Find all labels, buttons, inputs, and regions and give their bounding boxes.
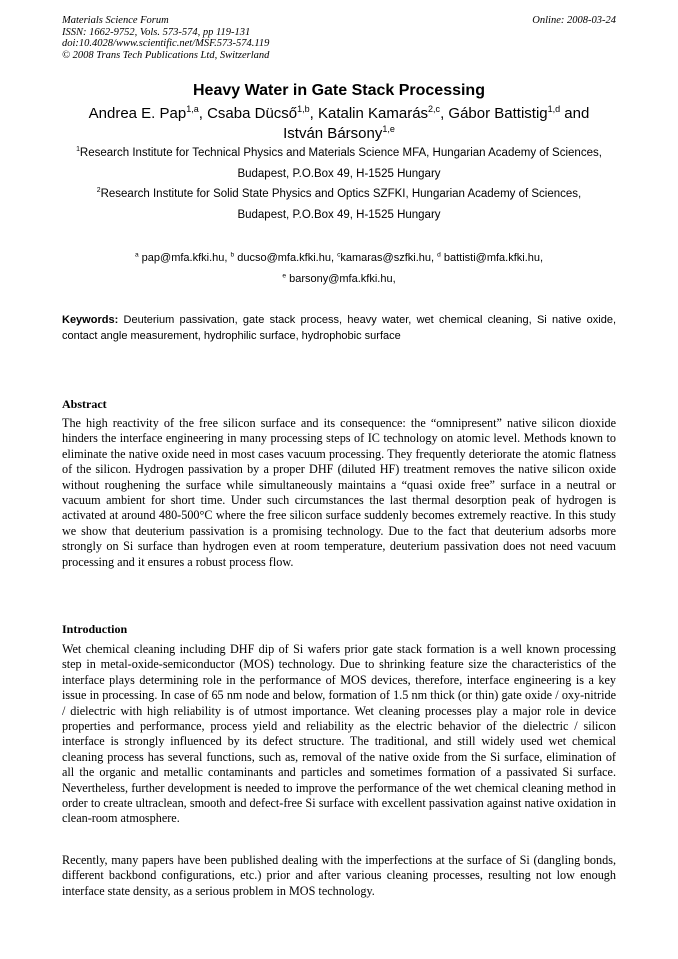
journal-name: Materials Science Forum <box>62 15 169 26</box>
author <box>89 105 199 122</box>
keywords-label: Keywords: <box>62 314 119 326</box>
author-name: Gábor Battistig <box>448 105 548 122</box>
author-name: Csaba Dücső <box>207 105 298 122</box>
journal-header <box>62 15 616 61</box>
author-name: Katalin Kamarás <box>317 105 429 122</box>
email-mark: a <box>134 251 139 259</box>
author-name: Andrea E. Pap <box>88 105 187 122</box>
email-link[interactable]: ducso@mfa.kfki.hu, <box>237 252 334 264</box>
journal-issn: ISSN: 1662-9752, Vols. 573-574, pp 119-131 <box>62 26 251 38</box>
author-separator: , <box>309 105 318 122</box>
email-list <box>62 248 616 290</box>
online-date: Online: 2008-03-24 <box>532 15 616 26</box>
abstract-text: The high reactivity of the free silicon surface and its consequence: the “omnipresent” native silicon dioxide hinders the interface engineering in many processing steps of IC technology on atomic level. Methods known to eliminate the native oxide need in most cases vacuum processing. They frequently deteriorate the atomic flatness of the silicon. Hydrogen passivation by a proper DHF (diluted HF) treatment removes the native silicon oxide without roughening the surface while simultaneously maintains a “quasi oxide free” surface in a neutral or vacuum ambient for short time. Under such circumstances the last thermal desorption peak of hydrogen is activated at around 480-500°C where the free silicon surface suddenly becomes extremely reactive. In this study we show that deuterium passivation is a promising technology. Due to the fact that deuterium adsorbs more strongly on Si surface than hydrogen even at room temperature, deuterium passivation does not need vacuum processing and it ensures a robust process flow. <box>62 416 616 569</box>
introduction-paragraph: Recently, many papers have been published dealing with the imperfections at the surface of Si (dangling bonds, different backbond configurations, etc.) prior and after various cleaning processes, resulting not low enough interface state density, as a serious problem in MOS technology. <box>62 853 616 898</box>
introduction-paragraph: Wet chemical cleaning including DHF dip of Si wafers prior gate stack formation is a well known processing step in metal-oxide-semiconductor (MOS) technology. Due to shrinking feature size the characteristics of the interface plays determining role in the performance of MOS devices, therefore, interface engineering is a key issue in processing. In case of 65 nm node and below, formation of 1.5 nm thick (or thin) gate oxide / oxy-nitride / dielectric with high reliability is of utmost importance. Wet cleaning processes play a major role in device properties and performance, process yield and reliability as the electric behavior of the dielectric / silicon interface is strongly influenced by its defect structure. The traditional, and still widely used wet chemical cleaning process has several functions, such as, removal of the native oxide from the Si surface, elimination of all the organic and metallic contaminants and particles and sometimes formation of a passivated Si surface. Nevertheless, further development is needed to improve the performance of the wet chemical cleaning method in order to create ultraclean, smooth and defect-free Si surface with excellent passivation against native oxidation in clean-room atmosphere. <box>62 642 616 826</box>
author-list <box>62 104 616 144</box>
email-mark: e <box>282 272 287 280</box>
introduction-heading: Introduction <box>62 622 128 636</box>
affiliation-2 <box>72 184 606 226</box>
author-separator: , <box>198 105 208 122</box>
author <box>318 105 440 122</box>
affiliation-text: Research Institute for Solid State Physics and Optics SZFKI, Hungarian Academy of Sciences, Budapest, P.O.Box 49, H-1525 Hungary <box>100 188 582 221</box>
affiliation-1 <box>72 143 606 185</box>
author-name: István Bársony <box>283 125 383 142</box>
author-affiliation-mark: 1,b <box>297 104 310 114</box>
author-separator: and <box>560 105 590 122</box>
author <box>207 105 310 122</box>
author-separator: , <box>440 105 449 122</box>
author-affiliation-mark: 1,e <box>382 124 395 134</box>
email-link[interactable]: kamaras@szfki.hu, <box>340 252 435 264</box>
affiliation-mark: 2 <box>96 187 101 195</box>
keywords <box>62 313 616 344</box>
author-affiliation-mark: 2,c <box>428 104 441 114</box>
author <box>448 105 560 122</box>
journal-doi: doi:10.4028/www.scientific.net/MSF.573-574.119 <box>62 38 270 49</box>
author-affiliation-mark: 1,d <box>547 104 561 114</box>
email-mark: b <box>230 251 235 259</box>
paper-title: Heavy Water in Gate Stack Processing <box>193 82 485 99</box>
keywords-text: Deuterium passivation, gate stack process, heavy water, wet chemical cleaning, Si native oxide, contact angle measurement, hydrophilic surface, hydrophobic surface <box>62 314 616 342</box>
affiliation-text: Research Institute for Technical Physics and Materials Science MFA, Hungarian Academy of Sciences, Budapest, P.O.Box 49, H-1525 Hungary <box>79 147 602 180</box>
email-link[interactable]: battisti@mfa.kfki.hu, <box>443 252 544 264</box>
email-link[interactable]: barsony@mfa.kfki.hu, <box>289 273 396 285</box>
journal-copyright: © 2008 Trans Tech Publications Ltd, Switzerland <box>62 49 270 61</box>
author-affiliation-mark: 1,a <box>186 104 199 114</box>
email-mark: d <box>437 251 441 259</box>
affiliation-mark: 1 <box>76 146 80 154</box>
email-link[interactable]: pap@mfa.kfki.hu, <box>141 252 228 264</box>
email-mark: c <box>337 251 341 259</box>
abstract-heading: Abstract <box>62 397 107 411</box>
author <box>283 125 395 142</box>
